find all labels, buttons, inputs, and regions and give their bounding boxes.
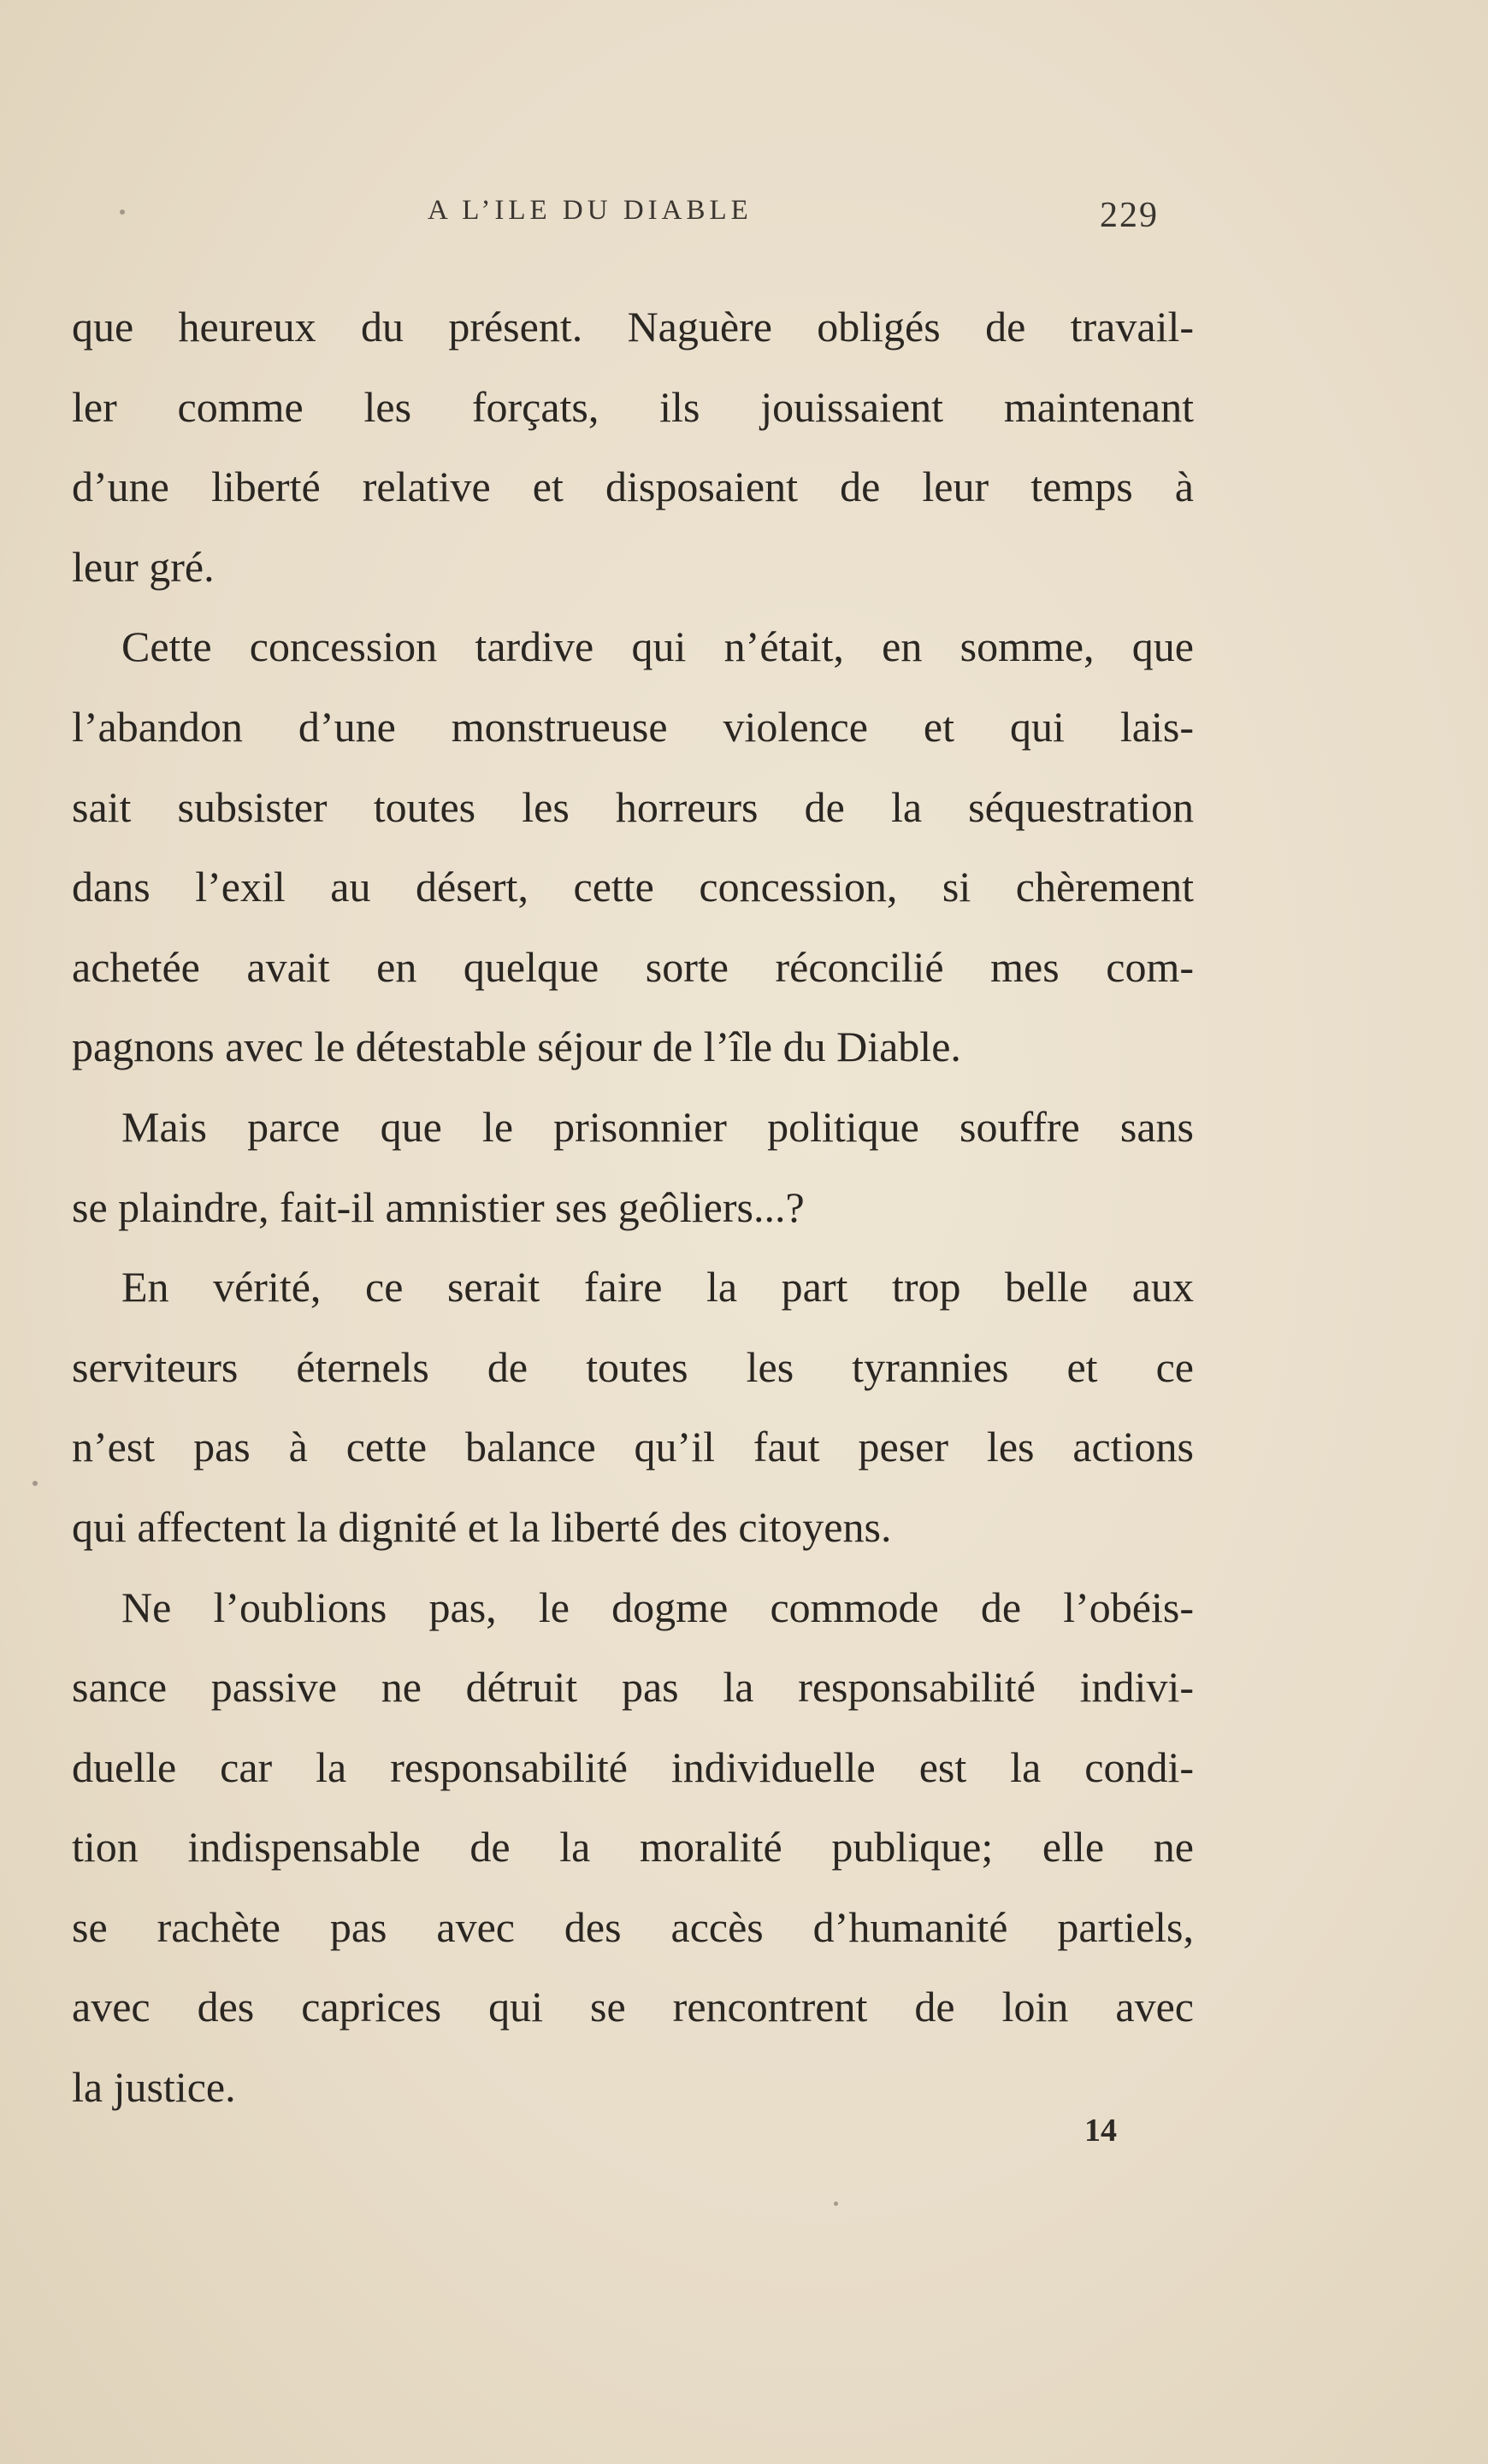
text-line: ler comme les forçats, ils jouissaient maintenant (72, 382, 1194, 431)
text-line: En vérité, ce serait faire la part trop belle aux (121, 1263, 1194, 1312)
text-line: sait subsister toutes les horreurs de la séquestration (72, 782, 1194, 831)
text-line: la justice. (72, 2063, 236, 2112)
text-line: l’abandon d’une monstrueuse violence et qui lais- (72, 702, 1194, 751)
text-line: Ne l’oublions pas, le dogme commode de l’obéis- (121, 1583, 1194, 1631)
text-line: Mais parce que le prisonnier politique souffre sans (121, 1102, 1194, 1151)
text-line: serviteurs éternels de toutes les tyrannies et ce (72, 1342, 1194, 1391)
text-line: achetée avait en quelque sorte réconcilié mes com- (72, 942, 1194, 991)
text-line: tion indispensable de la moralité publique; elle ne (72, 1823, 1194, 1872)
text-line: que heureux du présent. Naguère obligés de travail- (72, 303, 1194, 351)
text-line: n’est pas à cette balance qu’il faut peser les actions (72, 1423, 1194, 1471)
signature-mark: 14 (1084, 2113, 1117, 2149)
paper-speck (834, 2202, 838, 2206)
text-line: qui affectent la dignité et la liberté des citoyens. (72, 1502, 892, 1551)
body-text (72, 287, 1194, 2128)
paper-speck (32, 1481, 38, 1486)
text-line: Cette concession tardive qui n’était, en somme, que (121, 622, 1194, 671)
text-line: duelle car la responsabilité individuelle est la condi- (72, 1742, 1194, 1791)
text-line: pagnons avec le détestable séjour de l’île du Diable. (72, 1023, 961, 1071)
paper-speck (120, 209, 125, 215)
text-line: leur gré. (72, 542, 215, 591)
running-title: A L’ILE DU DIABLE (428, 195, 753, 226)
text-line: se plaindre, fait-il amnistier ses geôliers...? (72, 1182, 805, 1231)
text-line: dans l’exil au désert, cette concession, si chèrement (72, 863, 1194, 911)
text-line: avec des caprices qui se rencontrent de loin avec (72, 1983, 1194, 2031)
text-line: sance passive ne détruit pas la responsabilité indivi- (72, 1663, 1194, 1712)
text-line: se rachète pas avec des accès d’humanité partiels, (72, 1902, 1194, 1951)
page-number: 229 (1100, 196, 1159, 235)
text-line: d’une liberté relative et disposaient de leur temps à (72, 463, 1194, 511)
